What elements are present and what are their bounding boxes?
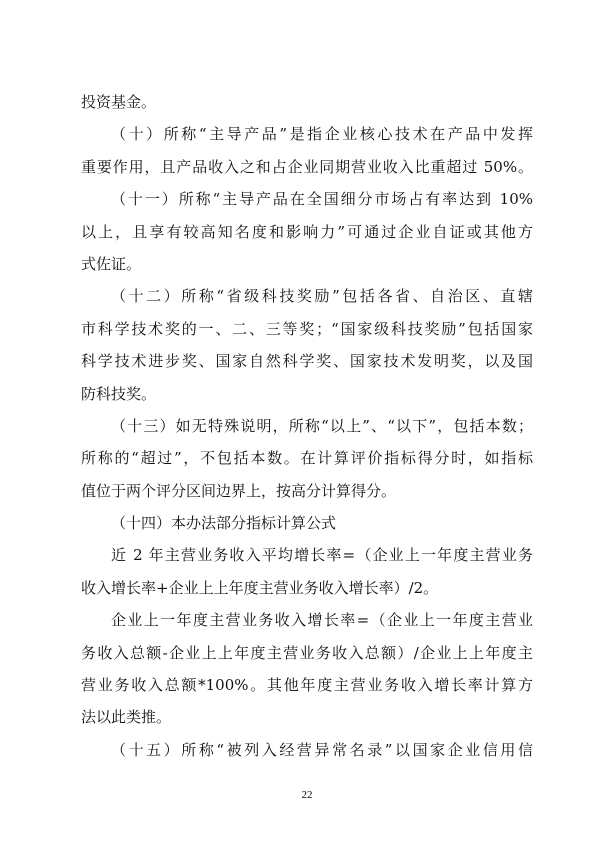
- text-line: 近 2 年主营业务收入平均增长率=（企业上一年度主营业务: [111, 546, 533, 565]
- text-line: （十二）所称“省级科技奖励”包括各省、自治区、直辖: [111, 287, 533, 306]
- text-line: 收入增长率+企业上上年度主营业务收入增长率）/2。: [81, 578, 439, 597]
- text-line: （十五）所称“被列入经营异常名录”以国家企业信用信: [111, 740, 533, 759]
- text-line: 以上，且享有较高知名度和影响力”可通过企业自证或其他方: [81, 222, 533, 241]
- text-line: 式佐证。: [81, 254, 142, 273]
- page-number: 22: [301, 789, 313, 801]
- text-line: 所称的“超过”，不包括本数。在计算评价指标得分时，如指标: [81, 449, 533, 468]
- text-line: （十）所称“主导产品”是指企业核心技术在产品中发挥: [111, 125, 533, 144]
- text-line: （十一）所称“主导产品在全国细分市场占有率达到 10%: [111, 190, 533, 209]
- text-line: 务收入总额-企业上上年度主营业务收入总额）/企业上上年度主: [81, 643, 533, 662]
- text-line: 防科技奖。: [81, 384, 157, 403]
- text-line: 投资基金。: [81, 93, 157, 111]
- text-line: 营业务收入总额*100%。其他年度主营业务收入增长率计算方: [81, 676, 533, 695]
- body-text: [81, 86, 533, 766]
- text-line: 企业上一年度主营业务收入增长率=（企业上一年度主营业: [111, 611, 533, 630]
- text-line: （十三）如无特殊说明，所称“以上”、“以下”，包括本数；: [111, 416, 533, 435]
- text-line: 法以此类推。: [81, 708, 172, 727]
- text-line: 值位于两个评分区间边界上，按高分计算得分。: [81, 481, 397, 500]
- text-line: 市科学技术奖的一、二、三等奖；“国家级科技奖励”包括国家: [81, 319, 533, 338]
- text-line: （十四）本办法部分指标计算公式: [111, 514, 337, 533]
- text-line: 重要作用，且产品收入之和占企业同期营业收入比重超过 50%。: [81, 157, 533, 176]
- text-line: 科学技术进步奖、国家自然科学奖、国家技术发明奖，以及国: [81, 352, 533, 371]
